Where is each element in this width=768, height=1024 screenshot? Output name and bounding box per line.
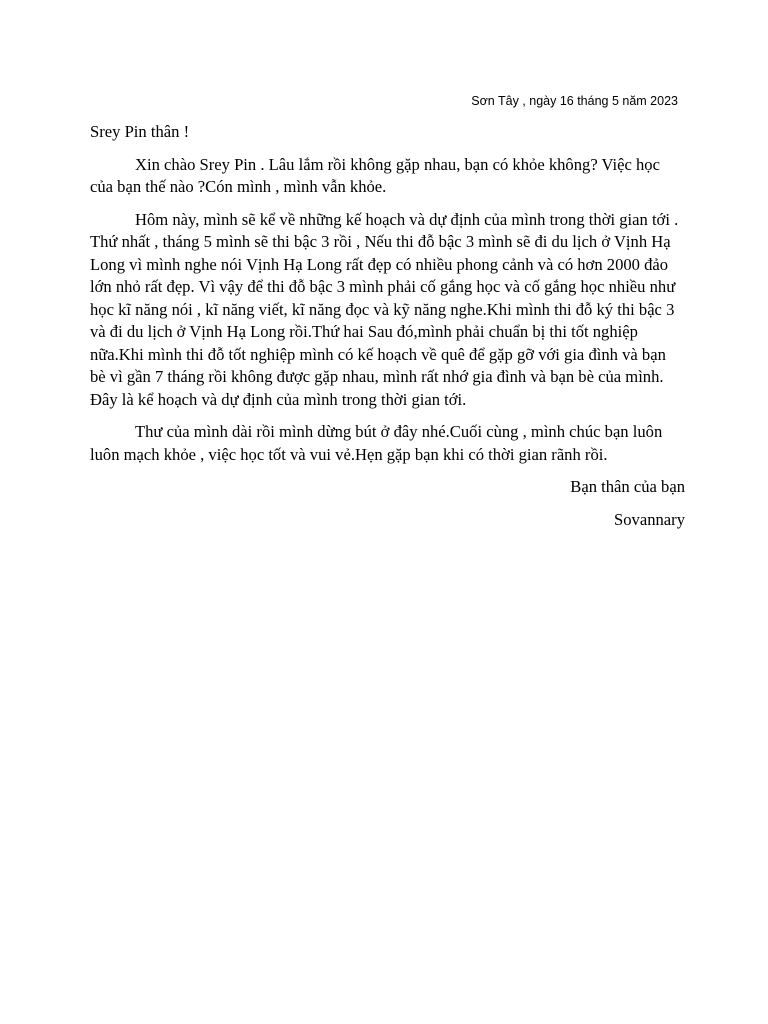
paragraph-farewell: Thư của mình dài rồi mình dừng bút ở đây nhé.Cuối cùng , mình chúc bạn luôn luôn mạch khỏe , việc học tốt và vui vẻ.Hẹn gặp bạn khi có thời gian rãnh rồi. <box>90 422 663 464</box>
closing-line: Bạn thân của bạn <box>570 477 685 496</box>
paragraph-plans: Hôm này, mình sẽ kể về những kế hoạch và dự định của mình trong thời gian tới . Thứ nhất , tháng 5 mình sẽ thi bậc 3 rồi , Nếu thi đỗ bậc 3 mình sẽ đi du lịch ở Vịnh Hạ Long vì mình nghe nói Vịnh Hạ Long rất đẹp có nhiều phong cảnh và có hơn 2000 đảo lớn nhỏ rất đẹp. Vì vậy để thi đỗ bậc 3 mình phải cố gắng học và cố gắng học nhiều như học kĩ năng nói , kĩ năng viết, kĩ năng đọc và kỹ năng nghe.Khi mình thi đỗ ký thi bậc 3 và đi du lịch ở Vịnh Hạ Long rồi.Thứ hai Sau đó,mình phải chuẩn bị thi tốt nghiệp nữa.Khi mình thi đỗ tốt nghiệp mình có kế hoạch về quê để gặp gỡ với gia đình và bạn bè vì gần 7 tháng rồi không được gặp nhau, mình rất nhớ gia đình và bạn bè của mình. Đây là kể hoạch và dự định của mình trong thời gian tới. <box>90 209 679 409</box>
salutation: Srey Pin thân ! <box>90 122 190 141</box>
paragraph-greeting: Xin chào Srey Pin . Lâu lắm rồi không gặp nhau, bạn có khỏe không? Việc học của bạn thế nào ?Cón mình , mình vẫn khỏe. <box>90 154 660 196</box>
date-line: Sơn Tây , ngày 16 tháng 5 năm 2023 <box>471 94 678 108</box>
signature: Sovannary <box>614 509 685 529</box>
letter-body <box>90 121 685 531</box>
